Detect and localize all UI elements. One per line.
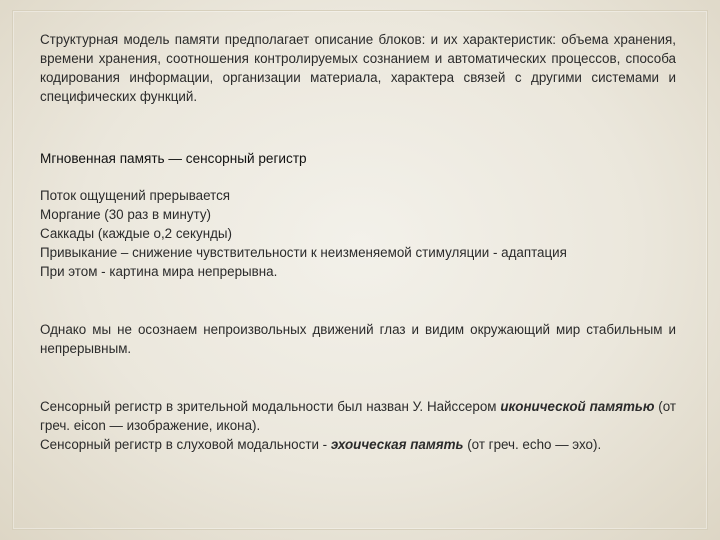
- registers-paragraph: [40, 397, 676, 454]
- echoic-suffix: (от греч. echo — эхо).: [463, 437, 602, 452]
- iconic-suffix: (от греч. eicon — изображение, икона).: [40, 399, 676, 433]
- list-item: Поток ощущений прерывается: [40, 188, 231, 203]
- iconic-prefix: Сенсорный регистр в зрительной модальности был назван У. Найссером: [40, 399, 501, 414]
- iconic-memory-sentence: [40, 397, 676, 435]
- stability-paragraph: Однако мы не осознаем непроизвольных движений глаз и видим окружающий мир стабильным и непрерывным.: [40, 322, 676, 356]
- list-item: При этом - картина мира непрерывна.: [40, 264, 278, 279]
- echoic-prefix: Сенсорный регистр в слуховой модальности -: [40, 437, 331, 452]
- list-item: Саккады (каждые о,2 секунды): [40, 226, 232, 241]
- list-item: Привыкание – снижение чувствительности к неизменяемой стимуляции - адаптация: [40, 245, 567, 260]
- list-item: Моргание (30 раз в минуту): [40, 207, 212, 222]
- intro-paragraph: Структурная модель памяти предполагает описание блоков: и их характеристик: объема хранения, времени хранения, соотношения контролируемых сознанием и автоматических процессов, способа кодирования информации, организации материала, характера связей с другими системами и специфических функций.: [40, 32, 676, 104]
- sensory-list: [40, 186, 676, 281]
- iconic-memory-term: иконической памятью: [500, 399, 655, 414]
- echoic-memory-term: эхоическая память: [330, 437, 464, 452]
- section-heading: Мгновенная память — сенсорный регистр: [40, 151, 307, 166]
- echoic-memory-sentence: [40, 435, 676, 454]
